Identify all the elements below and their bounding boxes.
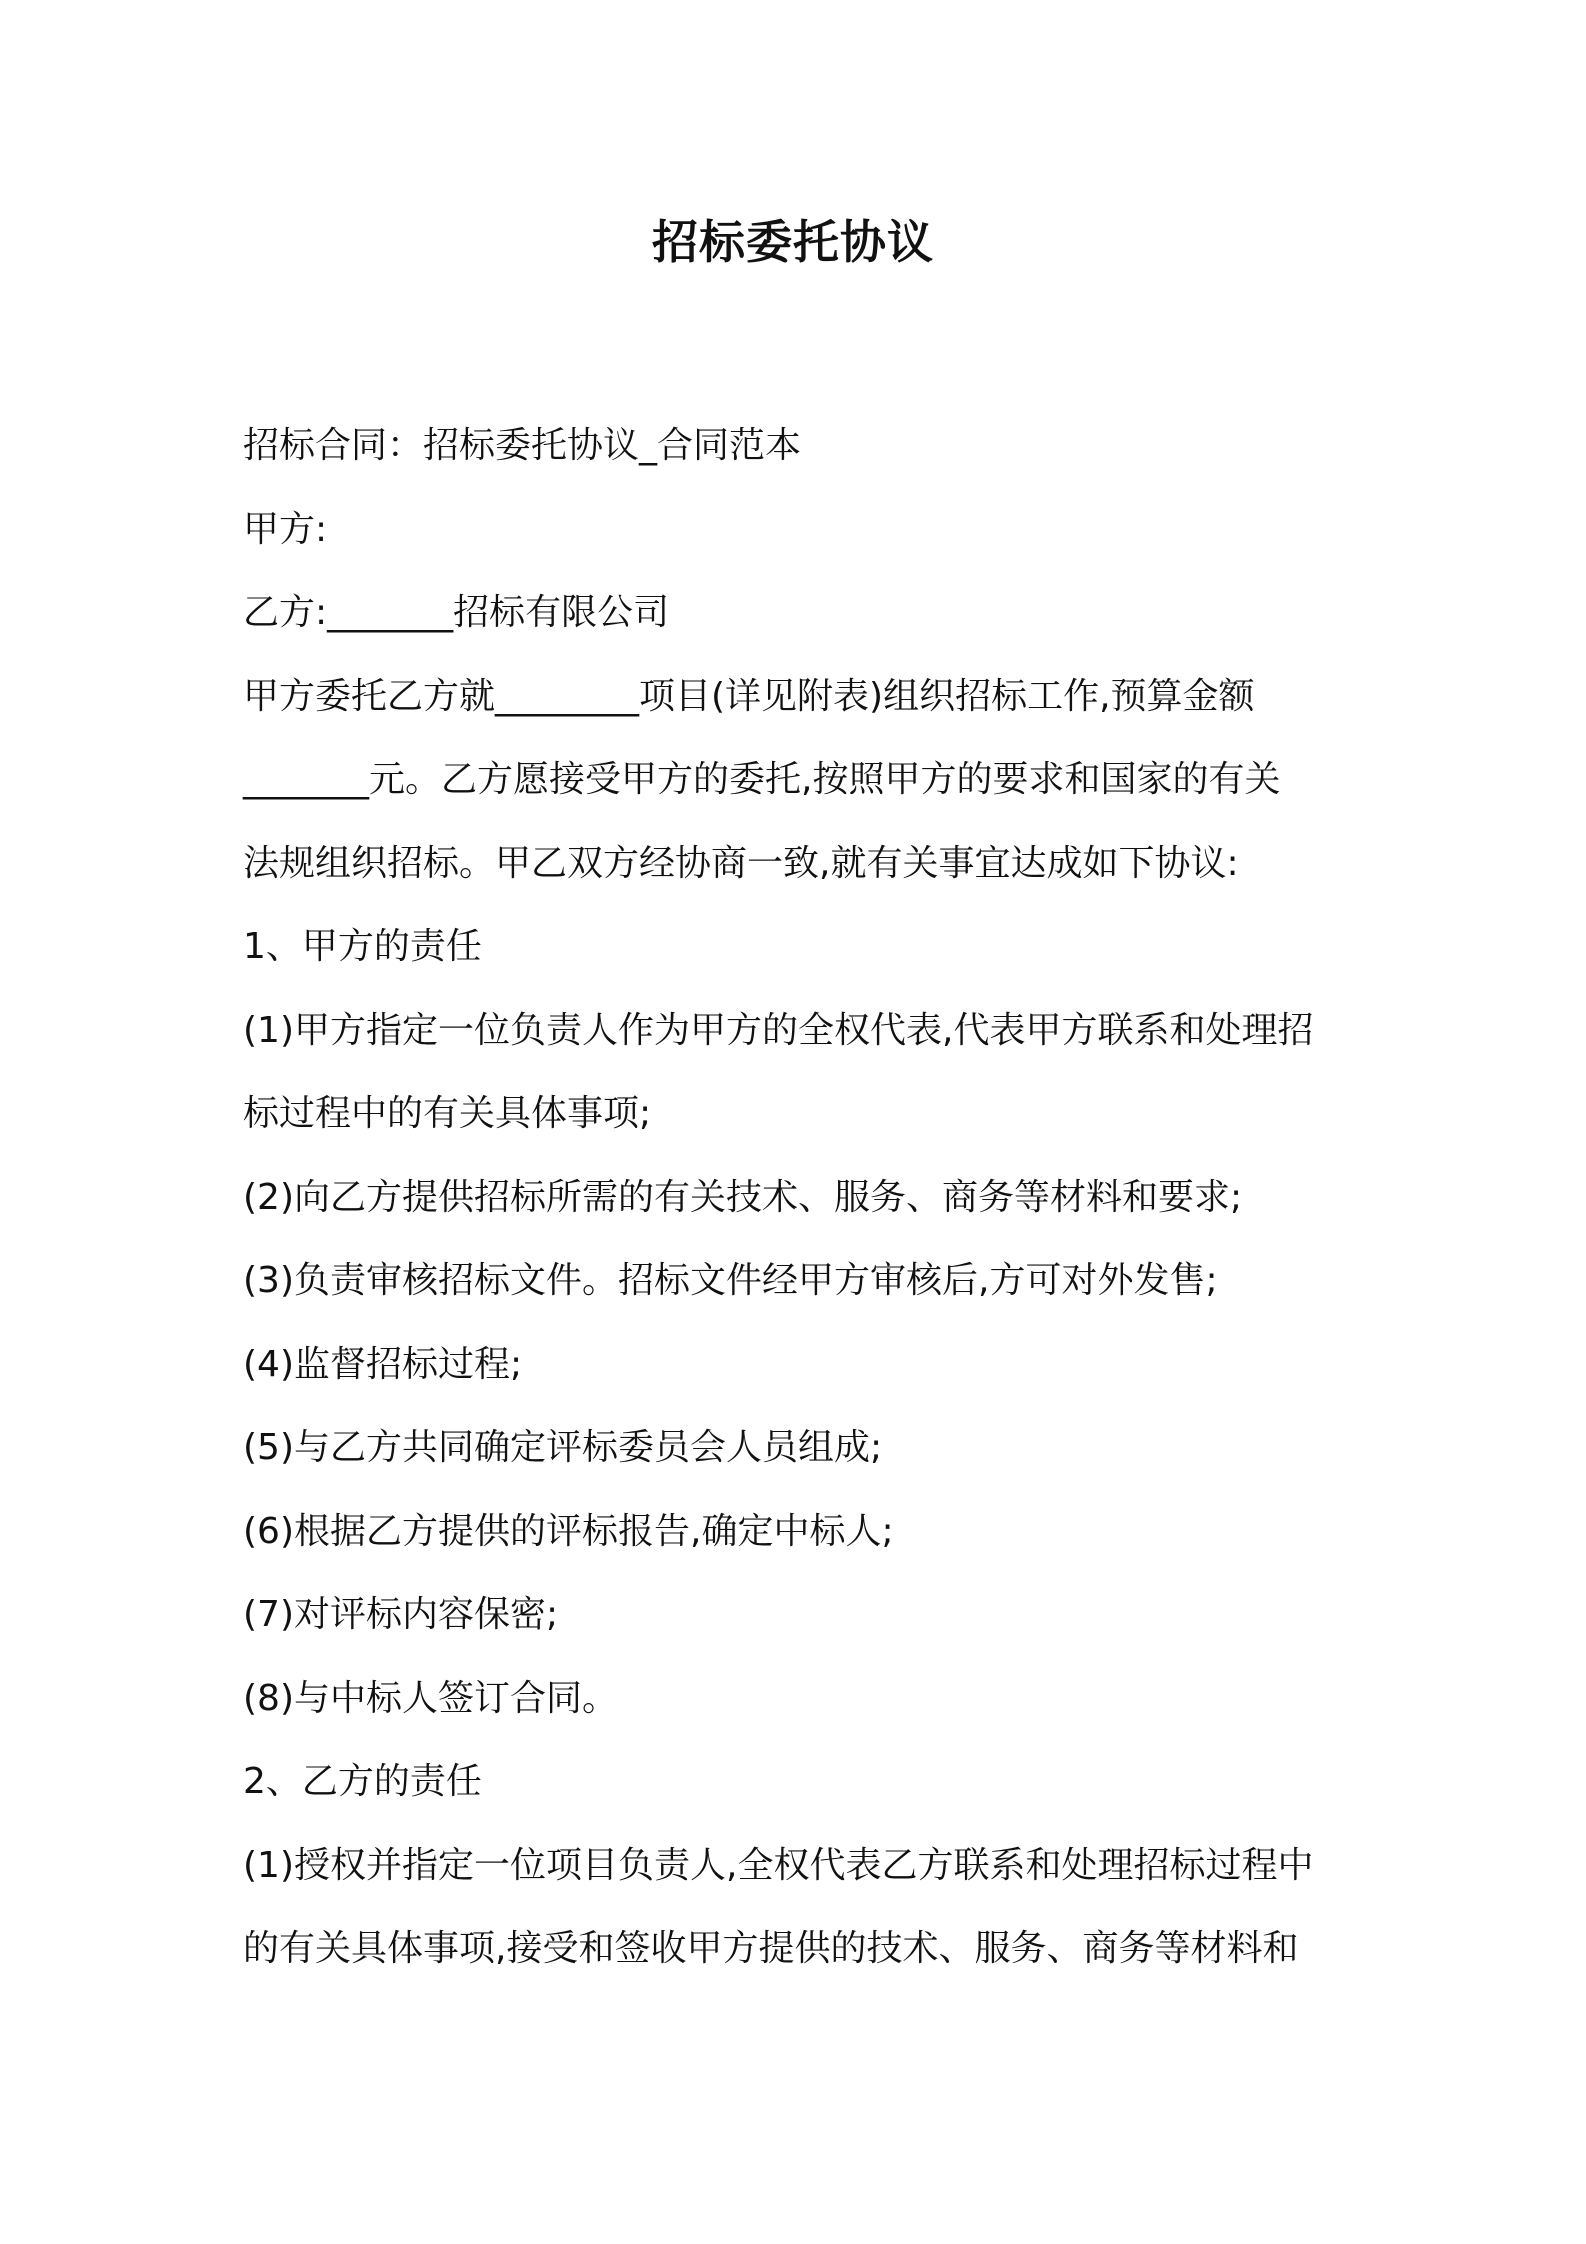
party-b-line: 乙方:_______招标有限公司 xyxy=(243,592,670,633)
section-heading-party-b: 2、乙方的责任 xyxy=(243,1761,482,1802)
paragraph-line: 甲方委托乙方就________项目(详见附表)组织招标工作,预算金额 xyxy=(243,675,1255,717)
paragraph-line: _______元。乙方愿接受甲方的委托,按照甲方的要求和国家的有关 xyxy=(243,759,1281,800)
clause-line: (3)负责审核招标文件。招标文件经甲方审核后,方可对外发售; xyxy=(243,1260,1218,1301)
clause-line: (5)与乙方共同确定评标委员会人员组成; xyxy=(243,1427,883,1468)
clause-line: (2)向乙方提供招标所需的有关技术、服务、商务等材料和要求; xyxy=(243,1176,1243,1218)
document-title: 招标委托协议 xyxy=(652,215,934,269)
clause-line: (1)甲方指定一位负责人作为甲方的全权代表,代表甲方联系和处理招 xyxy=(243,1009,1314,1051)
document-body xyxy=(243,404,1353,1991)
clause-line: 标过程中的有关具体事项; xyxy=(243,1093,652,1134)
party-a-line: 甲方: xyxy=(243,508,328,550)
contract-name-line: 招标合同：招标委托协议_合同范本 xyxy=(243,425,802,466)
clause-line: (7)对评标内容保密; xyxy=(243,1594,559,1635)
paragraph-line: 法规组织招标。甲乙双方经协商一致,就有关事宜达成如下协议: xyxy=(243,842,1239,884)
clause-line: (4)监督招标过程; xyxy=(243,1343,523,1385)
clause-line: 的有关具体事项,接受和签收甲方提供的技术、服务、商务等材料和 xyxy=(243,1928,1299,1969)
clause-line: (8)与中标人签订合同。 xyxy=(243,1677,618,1719)
clause-line: (1)授权并指定一位项目负责人,全权代表乙方联系和处理招标过程中 xyxy=(243,1844,1314,1886)
clause-line: (6)根据乙方提供的评标报告,确定中标人; xyxy=(243,1510,894,1552)
section-heading-party-a: 1、甲方的责任 xyxy=(243,926,482,967)
